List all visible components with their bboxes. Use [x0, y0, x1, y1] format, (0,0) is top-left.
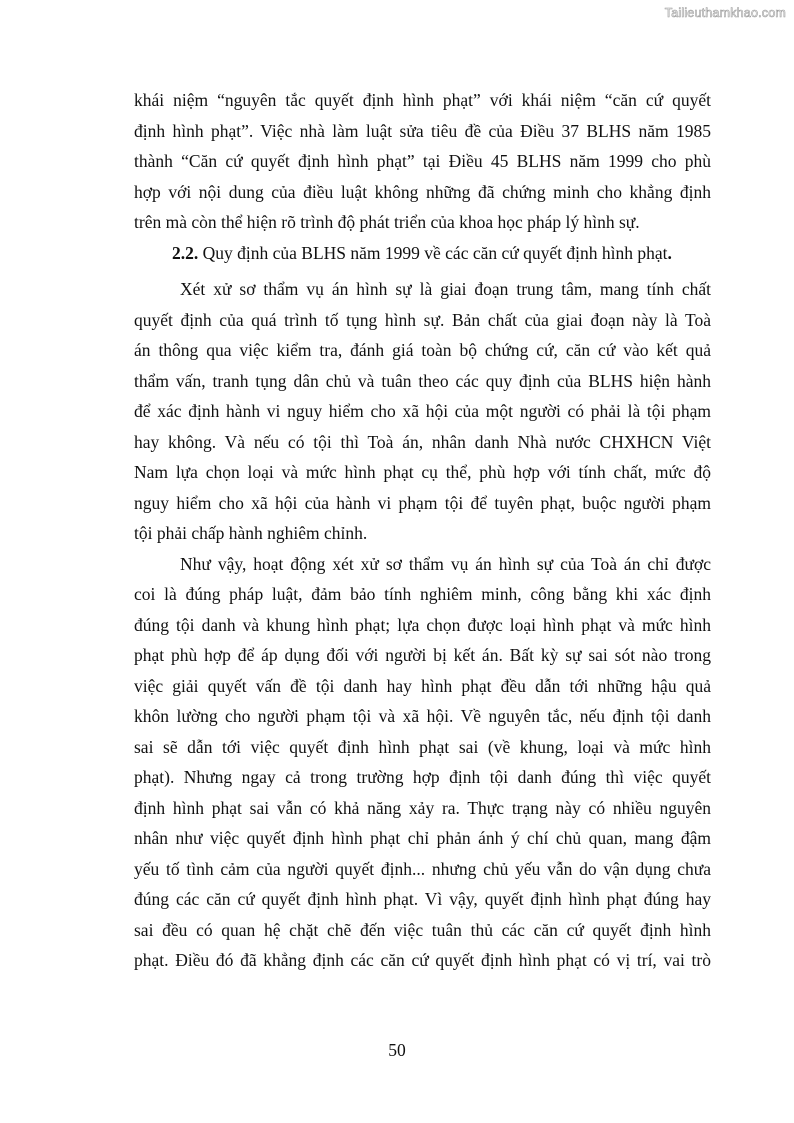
- text-line: đúng tội danh và khung hình phạt; lựa chọn được loại hình phạt và mức hình: [134, 614, 711, 635]
- text-line: phạt. Điều đó đã khẳng định các căn cứ quyết định hình phạt có vị trí, vai trò: [134, 950, 711, 970]
- text-line: đúng các căn cứ quyết định hình phạt. Vì vậy, quyết định hình phạt đúng hay: [134, 889, 711, 909]
- text-line: khôn lường cho người phạm tội và xã hội. Về nguyên tắc, nếu định tội danh: [134, 706, 711, 726]
- text-line: trên mà còn thể hiện rõ trình độ phát triển của khoa học pháp lý hình sự.: [134, 212, 640, 232]
- text-line: Nam lựa chọn loại và mức hình phạt cụ thể, phù hợp với tính chất, mức độ: [134, 462, 711, 482]
- text-line: thành “Căn cứ quyết định hình phạt” tại Điều 45 BLHS năm 1999 cho phù: [134, 151, 711, 171]
- text-line: để xác định hành vi nguy hiểm cho xã hội của một người có phải là tội phạm: [134, 401, 711, 421]
- text-line: phạt phù hợp để áp dụng đối với người bị kết án. Bất kỳ sự sai sót nào trong: [134, 645, 711, 665]
- text-line: khái niệm “nguyên tắc quyết định hình phạt” với khái niệm “căn cứ quyết: [134, 90, 711, 110]
- text-line: định hình phạt sai vẫn có khả năng xảy ra. Thực trạng này có nhiều nguyên: [134, 797, 711, 818]
- text-line: phạt). Nhưng ngay cả trong trường hợp định tội danh đúng thì việc quyết: [134, 767, 711, 787]
- text-line: sai đều có quan hệ chặt chẽ đến việc tuân thủ các căn cứ quyết định hình: [134, 919, 711, 940]
- text-line: coi là đúng pháp luật, đảm bảo tính nghiêm minh, công bằng khi xác định: [134, 584, 711, 604]
- paragraph-intro-continuation: [134, 85, 711, 238]
- text-line: nguy hiểm cho xã hội của hành vi phạm tội để tuyên phạt, buộc người phạm: [134, 492, 711, 513]
- watermark-text: Tailieuthamkhao.com: [664, 6, 786, 20]
- text-line: hợp với nội dung của điều luật không những đã chứng minh cho khẳng định: [134, 181, 711, 202]
- text-line: nhân như việc quyết định hình phạt chỉ phản ánh ý chí chủ quan, mang đậm: [134, 828, 711, 848]
- document-body: [134, 85, 711, 976]
- section-title-end: .: [667, 242, 672, 263]
- text-line: định hình phạt”. Việc nhà làm luật sửa tiêu đề của Điều 37 BLHS năm 1985: [134, 120, 711, 141]
- text-line: yếu tố tình cảm của người quyết định... nhưng chủ yếu vẫn do vận dụng chưa: [134, 858, 711, 879]
- paragraph-trial-stage: [134, 274, 711, 549]
- text-line: hay không. Và nếu có tội thì Toà án, nhân danh Nhà nước CHXHCN Việt: [134, 431, 711, 452]
- text-line: sai sẽ dẫn tới việc quyết định hình phạt sai (về khung, loại và mức hình: [134, 736, 711, 757]
- text-line: thẩm vấn, tranh tụng dân chủ và tuân theo các quy định của BLHS hiện hành: [134, 370, 711, 391]
- section-title: Quy định của BLHS năm 1999 về các căn cứ quyết định hình phạt: [198, 242, 668, 263]
- section-number: 2.2.: [172, 242, 199, 263]
- text-line: Như vậy, hoạt động xét xử sơ thẩm vụ án hình sự của Toà án chỉ được: [180, 553, 711, 574]
- text-line: tội phải chấp hành nghiêm chỉnh.: [134, 523, 368, 543]
- text-line: việc giải quyết vấn đề tội danh hay hình phạt đều dẫn tới những hậu quả: [134, 675, 711, 696]
- text-line: quyết định của quá trình tố tụng hình sự. Bản chất của giai đoạn này là Toà: [134, 309, 711, 330]
- text-line: Xét xử sơ thẩm vụ án hình sự là giai đoạn trung tâm, mang tính chất: [180, 279, 711, 299]
- page-number: 50: [388, 1040, 406, 1060]
- paragraph-sentencing: [134, 549, 711, 976]
- text-line: án thông qua việc kiểm tra, đánh giá toàn bộ chứng cứ, căn cứ vào kết quả: [134, 340, 711, 360]
- section-heading: [134, 238, 711, 269]
